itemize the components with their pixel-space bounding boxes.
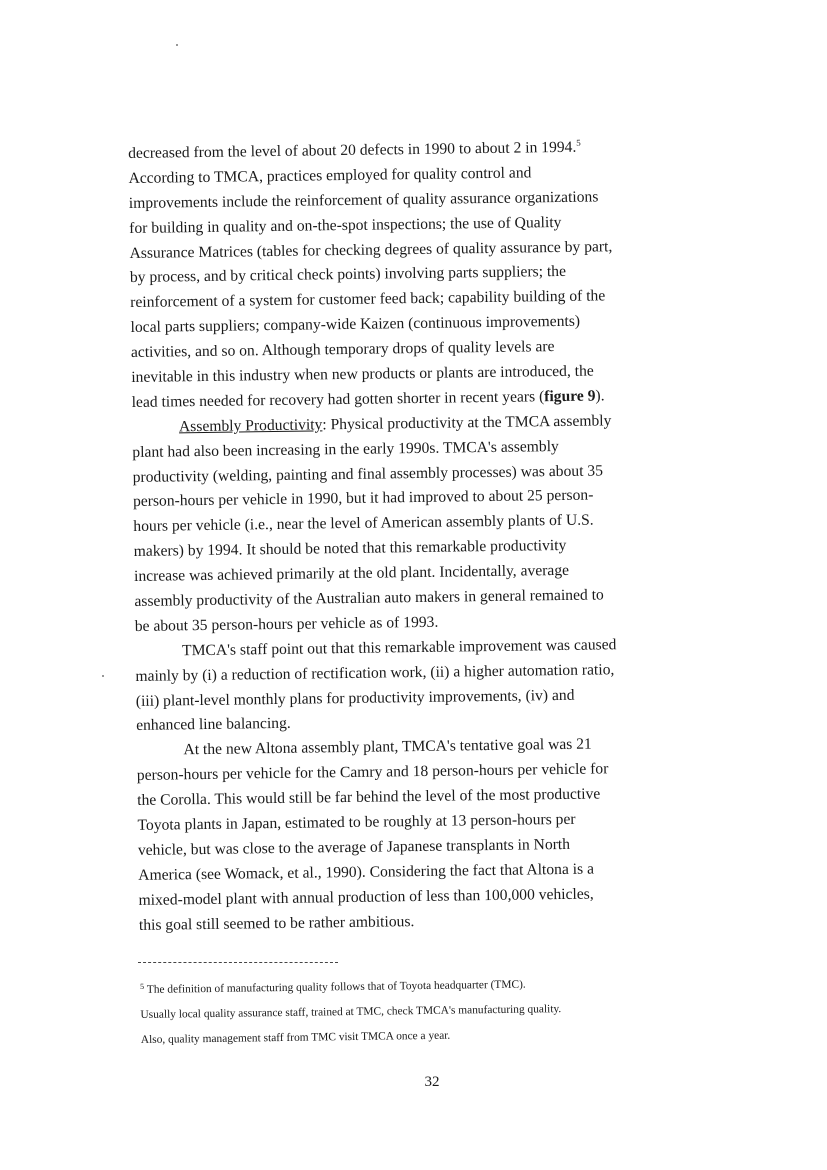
figure-reference: figure 9 xyxy=(544,387,596,406)
section-heading: Assembly Productivity xyxy=(178,416,323,436)
text-line: mixed-model plant with annual production of less than 100,000 vehicles, xyxy=(138,885,594,909)
text-line: Toyota plants in Japan, estimated to be roughly at 13 person-hours per xyxy=(137,810,576,834)
text-line: TMCA's staff point out that this remarkable improvement was caused xyxy=(181,636,617,660)
main-text xyxy=(128,134,739,939)
footnote-line: Usually local quality assurance staff, trained at TMC, check TMCA's manufacturing quality. xyxy=(140,1003,562,1021)
text-line: plant had also been increasing in the early 1990s. TMCA's assembly xyxy=(132,437,559,461)
text-line: by process, and by critical check points) involving parts suppliers; the xyxy=(129,263,567,287)
scan-speck xyxy=(102,675,104,677)
text-line: local parts suppliers; company-wide Kaizen (continuous improvements) xyxy=(130,312,581,337)
text-line: enhanced line balancing. xyxy=(136,715,291,735)
footnote xyxy=(140,970,741,1053)
text-line: the Corolla. This would still be far behind the level of the most productive xyxy=(137,785,601,810)
text-line: hours per vehicle (i.e., near the level of American assembly plants of U.S. xyxy=(133,511,594,536)
text-line: America (see Womack, et al., 1990). Considering the fact that Altona is a xyxy=(138,860,595,884)
footnote-line: $^5$ The definition of manufacturing quality follows that of Toyota headquarter (TMC). xyxy=(140,978,526,996)
text-line: for building in quality and on-the-spot inspections; the use of Quality xyxy=(129,213,562,237)
text-line: increase was achieved primarily at the old plant. Incidentally, average xyxy=(133,562,570,586)
text-line: Assembly Productivity: Physical productivity at the TMCA assembly xyxy=(178,412,612,436)
footnote-line: Also, quality management staff from TMC visit TMCA once a year. xyxy=(140,1029,451,1046)
page-number: 32 xyxy=(424,1074,440,1090)
text-line: vehicle, but was close to the average of Japanese transplants in North xyxy=(137,835,571,859)
text-line: this goal still seemed to be rather ambitious. xyxy=(138,912,415,934)
text-line: be about 35 person-hours per vehicle as of 1993. xyxy=(134,613,439,635)
text-line: mainly by (i) a reduction of rectification work, (ii) a higher automation ratio, xyxy=(135,660,615,685)
text-line: According to TMCA, practices employed for quality control and xyxy=(128,164,532,187)
scan-speck xyxy=(176,44,178,46)
text-line: productivity (welding, painting and final assembly processes) was about 35 xyxy=(132,461,604,486)
text-line: reinforcement of a system for customer feed back; capability building of the xyxy=(130,287,606,312)
text-line: decreased from the level of about 20 defects in 1990 to about 2 in 1994.$^5$ xyxy=(128,137,581,162)
text-line: makers) by 1994. It should be noted that this remarkable productivity xyxy=(133,537,567,561)
footnote-marker: 5 xyxy=(140,981,145,991)
text-line: improvements include the reinforcement of quality assurance organizations xyxy=(128,188,599,212)
text-line: person-hours per vehicle for the Camry and 18 person-hours per vehicle for xyxy=(136,760,609,785)
text-line: assembly productivity of the Australian auto makers in general remained to xyxy=(134,586,604,610)
text-line: lead times needed for recovery had gotten shorter in recent years (figure 9). xyxy=(131,387,605,411)
text-line: Assurance Matrices (tables for checking degrees of quality assurance by part, xyxy=(129,237,613,262)
text-line: (iii) plant-level monthly plans for productivity improvements, (iv) and xyxy=(135,686,575,710)
text-line: inevitable in this industry when new products or plants are introduced, the xyxy=(131,362,594,386)
footnote-divider xyxy=(138,962,338,963)
text-line: activities, and so on. Although temporary drops of quality levels are xyxy=(130,338,555,362)
text-line: At the new Altona assembly plant, TMCA's tentative goal was 21 xyxy=(183,735,592,759)
text-line: person-hours per vehicle in 1990, but it had improved to about 25 person- xyxy=(132,487,594,511)
footnote-ref: 5 xyxy=(576,137,581,148)
